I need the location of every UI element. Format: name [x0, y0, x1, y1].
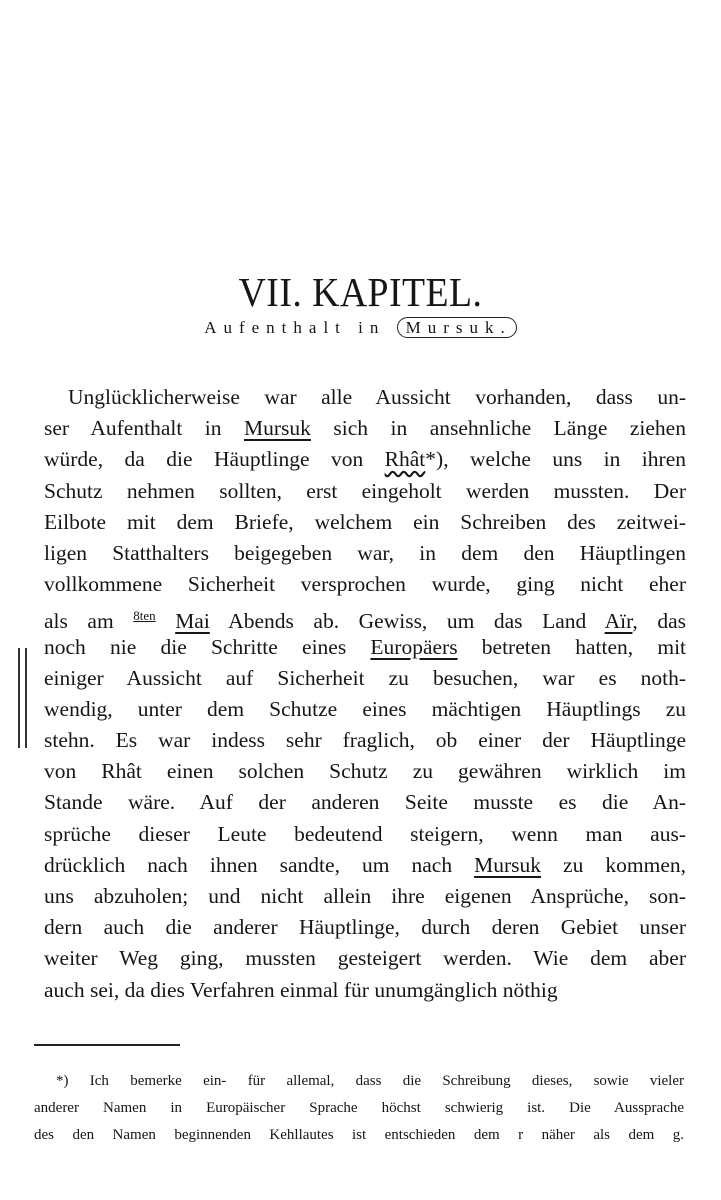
wavy-underlined-place: Rhât [384, 447, 426, 472]
body-line: Stande wäre. Auf der anderen Seite musste es die An- [44, 790, 686, 815]
body-line: sprüche dieser Leute bedeutend steigern, wenn man aus- [44, 821, 686, 846]
body-line: als am $^{8ten}$ Mai Abends ab. Gewiss, um das Land Aïr, das [44, 608, 687, 634]
margin-marks [18, 648, 30, 748]
body-line: vollkommene Sicherheit versprochen wurde, ging nicht eher [44, 572, 686, 597]
body-line: uns abzuholen; und nicht allein ihre eigenen Ansprüche, son- [44, 884, 686, 908]
footnote-line: *) Ich bemerke ein- für allemal, dass die Schreibung dieses, sowie vieler [56, 1073, 684, 1089]
body-line: wendig, unter dem Schutze eines mächtigen Häuptlings zu [44, 696, 686, 721]
subtitle-place-circled: Mursuk. [397, 317, 517, 338]
body-line: Unglücklicherweise war alle Aussicht vorhanden, dass un- [68, 385, 686, 409]
underlined-place: Aïr [604, 609, 633, 634]
body-line: ser Aufenthalt in Mursuk sich in ansehnliche Länge ziehen [44, 416, 686, 441]
chapter-subtitle [0, 318, 721, 338]
body-line: drücklich nach ihnen sandte, um nach Mursuk zu kommen, [44, 852, 686, 877]
underlined-place: Mursuk [244, 416, 311, 441]
date-ordinal: 8ten [133, 608, 156, 624]
body-line: dern auch die anderer Häuptlinge, durch deren Gebiet unser [44, 915, 686, 940]
body-text [44, 382, 686, 1006]
body-line: Eilbote mit dem Briefe, welchem ein Schreiben des zeitwei- [44, 509, 686, 534]
subtitle-prefix: Aufenthalt in [204, 318, 386, 337]
body-line: Schutz nehmen sollten, erst eingeholt werden mussten. Der [44, 478, 686, 503]
footnote [34, 1068, 684, 1149]
footnote-divider [34, 1044, 180, 1046]
body-line: noch nie die Schritte eines Europäers betreten hatten, mit [44, 634, 687, 659]
underlined-month: Mai [175, 609, 210, 634]
body-line: von Rhât einen solchen Schutz zu gewähren wirklich im [44, 759, 686, 784]
footnote-line: anderer Namen in Europäischer Sprache höchst schwierig ist. Die Aussprache [34, 1100, 684, 1116]
underlined-place: Mursuk [474, 852, 542, 877]
body-line: würde, da die Häuptlinge von Rhât*), welche uns in ihren [44, 447, 686, 472]
body-line: weiter Weg ging, mussten gesteigert werden. Wie dem aber [44, 946, 686, 971]
underlined-word: Europäers [370, 634, 458, 659]
footnote-line: des den Namen beginnenden Kehllautes ist entschieden dem r näher als dem g. [34, 1127, 684, 1143]
body-line: einiger Aussicht auf Sicherheit zu besuchen, war es noth- [44, 665, 686, 690]
body-line: ligen Statthalters beigegeben war, in dem den Häuptlingen [44, 540, 686, 565]
chapter-title: VII. KAPITEL. [238, 269, 483, 315]
body-line: stehn. Es war indess sehr fraglich, ob einer der Häuptlinge [44, 728, 686, 753]
body-line: auch sei, da dies Verfahren einmal für unumgänglich nöthig [44, 977, 558, 1002]
